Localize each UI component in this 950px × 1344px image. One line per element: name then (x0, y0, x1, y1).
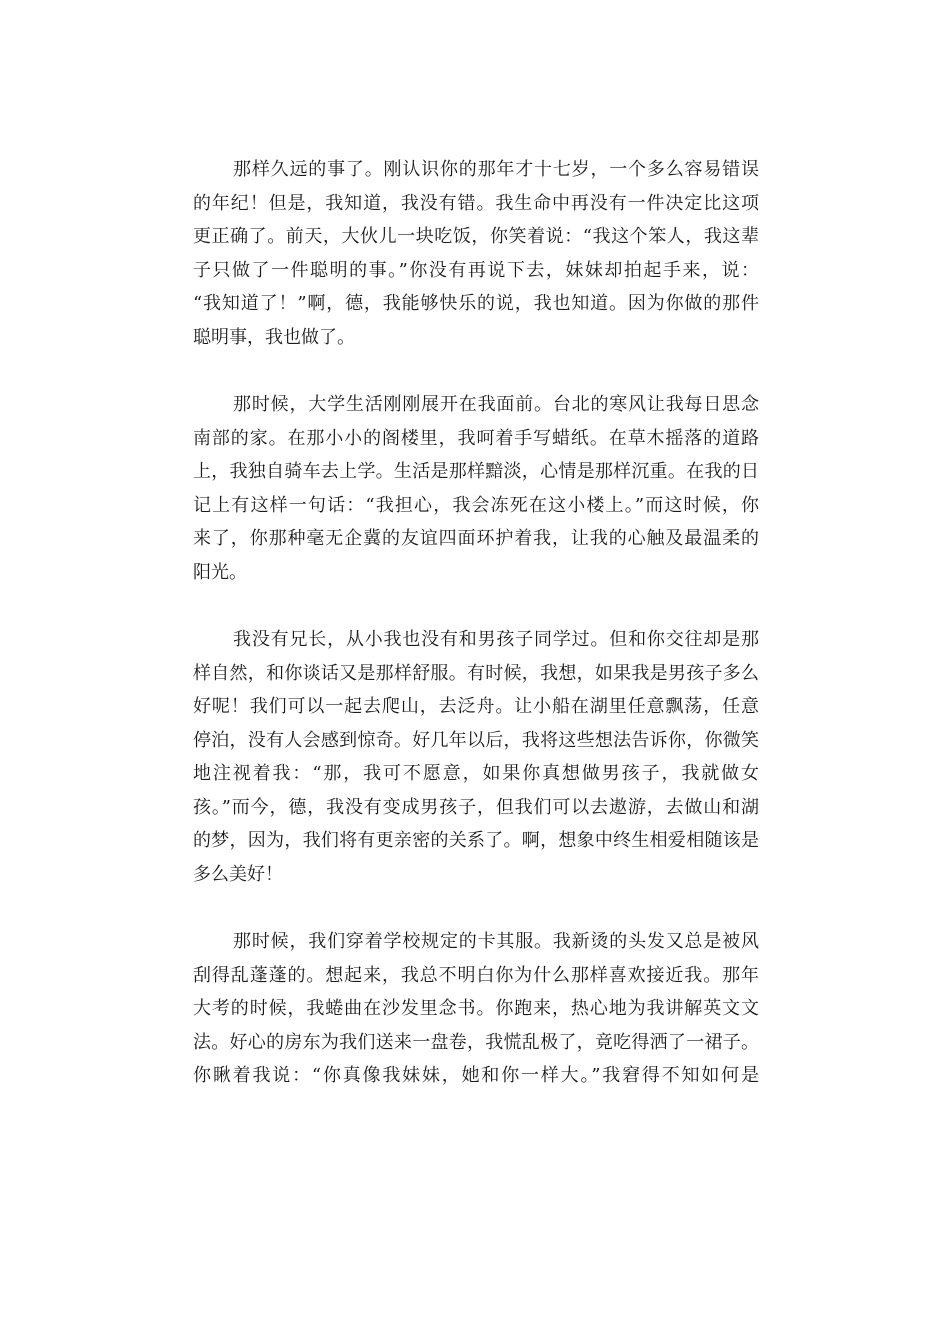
text-line: 多么美好！ (193, 863, 283, 885)
text-line: 那时候，我们穿着学校规定的卡其服。我新烫的头发又总是被风 (233, 931, 759, 952)
text-line: 地注视着我：“那，我可不愿意，如果你真想做男孩子，我就做女 (193, 763, 759, 784)
text-line: 样自然，和你谈话又是那样舒服。有时候，我想，如果我是男孩子多么 (193, 662, 759, 684)
text-line: 子只做了一件聪明的事。”你没有再说下去，妹妹却拍起手来，说： (193, 259, 759, 281)
text-line: 我没有兄长，从小我也没有和男孩子同学过。但和你交往却是那 (233, 629, 759, 650)
text-line: 孩。”而今，德，我没有变成男孩子，但我们可以去遨游，去做山和湖 (193, 796, 759, 818)
text-line: 好呢！我们可以一起去爬山，去泛舟。让小船在湖里任意飘荡，任意 (193, 696, 759, 717)
text-line: 那时候，大学生活刚刚展开在我面前。台北的寒风让我每日思念 (233, 394, 759, 415)
text-line: 上，我独自骑车去上学。生活是那样黯淡，心情是那样沉重。在我的日 (193, 461, 759, 482)
text-line: 刮得乱蓬蓬的。想起来，我总不明白你为什么那样喜欢接近我。那年 (193, 964, 759, 986)
text-line: 你瞅着我说：“你真像我妹妹，她和你一样大。”我窘得不知如何是 (193, 1065, 759, 1086)
text-line: 南部的家。在那小小的阁楼里，我呵着手写蜡纸。在草木摇落的道路 (193, 427, 759, 449)
paragraph-3 (193, 623, 759, 891)
text-line: 那样久远的事了。刚认识你的那年才十七岁，一个多么容易错误 (233, 159, 759, 180)
text-line: 的年纪！但是，我知道，我没有错。我生命中再没有一件决定比这项 (193, 192, 759, 214)
text-line: “我知道了！”啊，德，我能够快乐的说，我也知道。因为你做的那件 (193, 293, 759, 314)
article-body (193, 153, 759, 1127)
paragraph-1 (193, 153, 759, 354)
text-line: 聪明事，我也做了。 (193, 326, 355, 348)
text-line: 大考的时候，我蜷曲在沙发里念书。你跑来，热心地为我讲解英文文 (193, 998, 759, 1019)
text-line: 记上有这样一句话：“我担心，我会冻死在这小楼上。”而这时候，你 (193, 494, 759, 516)
text-line: 阳光。 (193, 561, 247, 583)
text-line: 更正确了。前天，大伙儿一块吃饭，你笑着说：“我这个笨人，我这辈 (193, 226, 759, 247)
paragraph-4 (193, 925, 759, 1093)
paragraph-2 (193, 388, 759, 589)
text-line: 的梦，因为，我们将有更亲密的关系了。啊，想象中终生相爱相随该是 (193, 830, 759, 851)
text-line: 来了，你那种毫无企冀的友谊四面环护着我，让我的心触及最温柔的 (193, 528, 759, 549)
text-line: 停泊，没有人会感到惊奇。好几年以后，我将这些想法告诉你，你微笑 (193, 729, 759, 751)
text-line: 法。好心的房东为我们送来一盘卷，我慌乱极了，竟吃得洒了一裙子。 (193, 1031, 759, 1053)
